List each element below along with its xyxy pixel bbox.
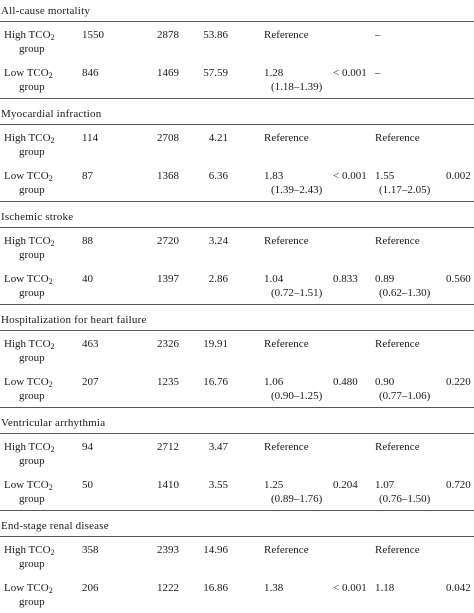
group-label-text: High TCO	[4, 441, 51, 453]
group-label-line2: group	[19, 352, 45, 364]
group-label-line2: group	[19, 493, 45, 505]
crude-ci: (1.18–1.39)	[271, 81, 323, 93]
group-label-text: Low TCO	[4, 273, 49, 285]
crude-hr: Reference	[264, 544, 309, 556]
adjusted-hr: –	[375, 29, 381, 41]
incidence-rate: 53.86	[203, 29, 228, 41]
events-count: 50	[82, 479, 93, 491]
total-count: 2720	[157, 235, 179, 247]
section-header	[0, 510, 474, 536]
adjusted-hr: Reference	[375, 132, 420, 144]
incidence-rate: 6.36	[208, 170, 228, 182]
events-count: 94	[82, 441, 93, 453]
incidence-rate: 57.59	[203, 67, 228, 79]
table-row	[0, 163, 474, 201]
group-label-text: Low TCO	[4, 170, 49, 182]
group-label-text: High TCO	[4, 338, 51, 350]
crude-hr: Reference	[264, 441, 309, 453]
events-count: 358	[82, 544, 99, 556]
incidence-rate: 3.24	[208, 235, 228, 247]
adjusted-ci: (0.76–1.50)	[379, 493, 431, 505]
total-count: 2326	[157, 338, 179, 350]
total-count: 2393	[157, 544, 179, 556]
adjusted-ci: (1.17–2.05)	[379, 184, 431, 196]
group-label-line2: group	[19, 455, 45, 467]
incidence-rate: 4.21	[208, 132, 228, 144]
adjusted-p: 0.220	[446, 376, 471, 388]
group-label-text: High TCO	[4, 544, 51, 556]
incidence-rate: 3.55	[208, 479, 228, 491]
adjusted-hr: Reference	[375, 441, 420, 453]
adjusted-hr: Reference	[375, 235, 420, 247]
group-label	[4, 131, 55, 145]
events-count: 206	[82, 582, 99, 594]
adjusted-hr: 1.18	[375, 582, 395, 594]
total-count: 1368	[157, 170, 179, 182]
group-label-subscript: 2	[50, 548, 55, 557]
total-count: 1469	[157, 67, 179, 79]
incidence-rate: 19.91	[203, 338, 228, 350]
group-label-subscript: 2	[50, 342, 55, 351]
group-label-text: High TCO	[4, 29, 51, 41]
total-count: 1235	[157, 376, 179, 388]
table-row	[0, 124, 474, 163]
group-label-text: High TCO	[4, 235, 51, 247]
events-count: 463	[82, 338, 99, 350]
crude-ci: (0.89–1.76)	[271, 493, 323, 505]
crude-p: 0.204	[333, 479, 358, 491]
section-title: Ventricular arrhythmia	[1, 417, 106, 429]
incidence-rate: 3.47	[208, 441, 228, 453]
group-label	[4, 375, 53, 389]
crude-p: 0.833	[333, 273, 358, 285]
section-title: All-cause mortality	[1, 5, 91, 17]
crude-ci: (0.90–1.25)	[271, 390, 323, 402]
crude-ci: (1.39–2.43)	[271, 184, 323, 196]
crude-hr: Reference	[264, 132, 309, 144]
crude-p: < 0.001	[333, 67, 367, 79]
group-label-subscript: 2	[48, 586, 53, 595]
events-count: 88	[82, 235, 93, 247]
events-count: 40	[82, 273, 93, 285]
crude-hr: 1.25	[264, 479, 284, 491]
group-label-text: Low TCO	[4, 376, 49, 388]
adjusted-hr: 1.07	[375, 479, 395, 491]
table-row	[0, 369, 474, 407]
events-count: 207	[82, 376, 99, 388]
adjusted-hr: Reference	[375, 544, 420, 556]
group-label	[4, 440, 55, 454]
adjusted-hr: –	[375, 67, 381, 79]
group-label-text: Low TCO	[4, 479, 49, 491]
table-row	[0, 575, 474, 613]
total-count: 2712	[157, 441, 179, 453]
crude-hr: Reference	[264, 235, 309, 247]
group-label-line2: group	[19, 390, 45, 402]
group-label-subscript: 2	[48, 174, 53, 183]
crude-ci: (0.72–1.51)	[271, 287, 323, 299]
table-row	[0, 472, 474, 510]
crude-p: < 0.001	[333, 170, 367, 182]
events-count: 87	[82, 170, 93, 182]
adjusted-hr: 0.90	[375, 376, 395, 388]
table-row	[0, 60, 474, 98]
crude-p: < 0.001	[333, 582, 367, 594]
adjusted-ci: (0.62–1.30)	[379, 287, 431, 299]
group-label-line2: group	[19, 184, 45, 196]
total-count: 2878	[157, 29, 179, 41]
group-label-line2: group	[19, 43, 45, 55]
crude-hr: Reference	[264, 338, 309, 350]
crude-hr: 1.06	[264, 376, 284, 388]
group-label-subscript: 2	[50, 445, 55, 454]
table-row	[0, 266, 474, 304]
table-row	[0, 227, 474, 266]
group-label-line2: group	[19, 249, 45, 261]
total-count: 1222	[157, 582, 179, 594]
group-label	[4, 543, 55, 557]
section-header	[0, 0, 474, 21]
crude-hr: 1.28	[264, 67, 284, 79]
group-label-text: Low TCO	[4, 67, 49, 79]
group-label	[4, 234, 55, 248]
incidence-rate: 14.96	[203, 544, 228, 556]
adjusted-hr: Reference	[375, 338, 420, 350]
incidence-rate: 2.86	[208, 273, 228, 285]
section-title: Myocardial infraction	[1, 108, 102, 120]
crude-hr: Reference	[264, 29, 309, 41]
adjusted-hr: 1.55	[375, 170, 395, 182]
adjusted-p: 0.720	[446, 479, 471, 491]
group-label	[4, 28, 55, 42]
group-label-line2: group	[19, 287, 45, 299]
crude-hr: 1.38	[264, 582, 284, 594]
adjusted-p: 0.002	[446, 170, 471, 182]
adjusted-ci: (0.77–1.06)	[379, 390, 431, 402]
group-label-line2: group	[19, 81, 45, 93]
section-header	[0, 304, 474, 330]
group-label	[4, 66, 53, 80]
group-label	[4, 581, 53, 595]
section-header	[0, 201, 474, 227]
group-label-subscript: 2	[50, 239, 55, 248]
events-count: 114	[82, 132, 99, 144]
section-header	[0, 98, 474, 124]
section-title: End-stage renal disease	[1, 520, 109, 532]
section-title: Ischemic stroke	[1, 211, 74, 223]
group-label-line2: group	[19, 146, 45, 158]
group-label	[4, 337, 55, 351]
total-count: 2708	[157, 132, 179, 144]
group-label-subscript: 2	[48, 483, 53, 492]
group-label	[4, 169, 53, 183]
incidence-rate: 16.86	[203, 582, 228, 594]
crude-hr: 1.04	[264, 273, 284, 285]
group-label-line2: group	[19, 558, 45, 570]
table-row	[0, 330, 474, 369]
group-label-text: Low TCO	[4, 582, 49, 594]
section-title: Hospitalization for heart failure	[1, 314, 147, 326]
group-label	[4, 272, 53, 286]
group-label-text: High TCO	[4, 132, 51, 144]
crude-hr: 1.83	[264, 170, 284, 182]
group-label-subscript: 2	[48, 380, 53, 389]
total-count: 1397	[157, 273, 179, 285]
group-label-subscript: 2	[50, 136, 55, 145]
total-count: 1410	[157, 479, 179, 491]
adjusted-hr: 0.89	[375, 273, 395, 285]
adjusted-p: 0.560	[446, 273, 471, 285]
crude-p: 0.480	[333, 376, 358, 388]
table-row	[0, 433, 474, 472]
section-header	[0, 407, 474, 433]
group-label-subscript: 2	[48, 71, 53, 80]
table-row	[0, 21, 474, 60]
group-label	[4, 478, 53, 492]
group-label-line2: group	[19, 596, 45, 608]
events-count: 1550	[82, 29, 104, 41]
incidence-rate: 16.76	[203, 376, 228, 388]
group-label-subscript: 2	[50, 33, 55, 42]
events-count: 846	[82, 67, 99, 79]
group-label-subscript: 2	[48, 277, 53, 286]
adjusted-p: 0.042	[446, 582, 471, 594]
table-row	[0, 536, 474, 575]
